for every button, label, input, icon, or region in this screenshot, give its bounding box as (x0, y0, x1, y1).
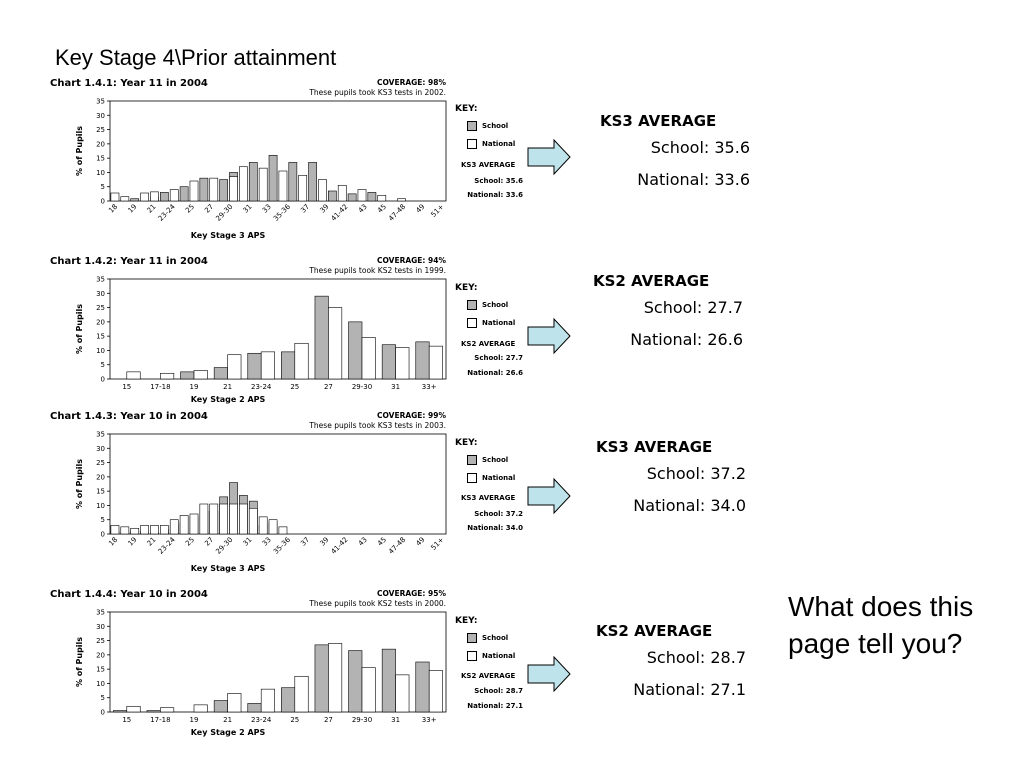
bar (239, 167, 247, 201)
bar (269, 520, 277, 534)
bar (113, 711, 126, 712)
y-tick-label: 20 (96, 473, 105, 482)
school-swatch (467, 121, 477, 131)
x-tick-label: 18 (107, 202, 120, 215)
key-school-entry (467, 121, 537, 133)
key-national-label: National (482, 652, 516, 660)
y-tick-label: 10 (96, 679, 105, 688)
key-school-prefix: School: (474, 177, 504, 185)
x-axis-label: Key Stage 2 APS (190, 728, 266, 737)
average-title: KS3 AVERAGE (600, 112, 717, 130)
bar (348, 194, 356, 201)
x-tick-label: 29-30 (351, 716, 373, 724)
coverage-label: COVERAGE: 94% (376, 256, 446, 265)
y-tick-label: 5 (100, 516, 105, 525)
y-tick-label: 30 (96, 289, 105, 298)
bar (328, 643, 341, 712)
bar (170, 190, 178, 201)
y-tick-label: 25 (96, 637, 105, 646)
key-school-prefix: School: (474, 510, 504, 518)
average-school (647, 464, 746, 483)
bar (358, 190, 366, 201)
bar (338, 185, 346, 201)
chart-key (455, 438, 535, 548)
key-national-average (467, 702, 523, 710)
x-tick-label: 25 (184, 202, 197, 215)
key-title: KEY: (455, 616, 478, 626)
average-school-value: 35.6 (714, 138, 750, 157)
key-average-title: KS2 AVERAGE (461, 340, 516, 348)
bar (328, 191, 336, 201)
bar-chart (50, 96, 450, 246)
x-tick-label: 47-48 (387, 535, 408, 556)
average-school-value: 37.2 (710, 464, 746, 483)
x-tick-label: 49 (414, 535, 427, 548)
average-national (633, 680, 746, 699)
bar-chart (50, 429, 450, 579)
x-tick-label: 21 (145, 535, 158, 548)
x-tick-label: 23-24 (156, 202, 177, 223)
national-swatch (467, 473, 477, 483)
key-school-value: 37.2 (505, 510, 523, 518)
average-school-prefix: School: (643, 298, 703, 317)
average-title: KS2 AVERAGE (593, 272, 710, 290)
bar (261, 689, 274, 712)
y-tick-label: 15 (96, 487, 105, 496)
bar (248, 353, 261, 379)
bar (194, 705, 207, 712)
chart-title: Chart 1.4.4: Year 10 in 2004 (50, 589, 208, 600)
bar (328, 308, 341, 379)
x-tick-label: 29-30 (214, 202, 235, 223)
average-national-prefix: National: (637, 170, 710, 189)
x-axis-label: Key Stage 3 APS (190, 564, 266, 573)
x-tick-label: 25 (184, 535, 197, 548)
x-tick-label: 27 (323, 716, 333, 724)
x-tick-label: 17-18 (150, 716, 171, 724)
x-tick-label: 23-24 (251, 716, 272, 724)
bar (160, 525, 168, 534)
bar (259, 517, 267, 534)
key-school-label: School (482, 122, 509, 130)
y-tick-label: 5 (100, 694, 105, 703)
average-title: KS2 AVERAGE (596, 622, 713, 640)
bar (228, 693, 241, 712)
x-tick-label: 17-18 (150, 383, 171, 391)
average-school-prefix: School: (646, 648, 706, 667)
average-school-value: 28.7 (710, 648, 746, 667)
right-arrow-icon (527, 318, 571, 354)
bar (315, 645, 328, 712)
x-tick-label: 43 (356, 535, 369, 548)
bar (281, 352, 294, 379)
bar (121, 527, 129, 534)
bar (141, 525, 149, 534)
key-school-value: 27.7 (505, 354, 523, 362)
bar (228, 355, 241, 379)
key-school-average (474, 687, 523, 695)
key-national-prefix: National: (467, 524, 504, 532)
bar (214, 368, 227, 379)
x-tick-label: 31 (391, 383, 401, 391)
y-tick-label: 35 (96, 608, 105, 617)
x-tick-label: 31 (391, 716, 401, 724)
key-school-entry (467, 455, 537, 467)
key-national-average (467, 524, 523, 532)
key-national-value: 34.0 (505, 524, 523, 532)
key-title: KEY: (455, 283, 478, 293)
key-national-label: National (482, 140, 516, 148)
key-school-value: 35.6 (505, 177, 523, 185)
bar (318, 180, 326, 201)
bar (181, 372, 194, 379)
bar (248, 703, 261, 712)
key-school-average (474, 510, 523, 518)
average-national-value: 34.0 (710, 496, 746, 515)
national-swatch (467, 139, 477, 149)
average-national-prefix: National: (633, 680, 706, 699)
bar (220, 504, 228, 534)
coverage-label: COVERAGE: 98% (376, 78, 446, 87)
average-school (647, 648, 746, 667)
bar (429, 671, 442, 712)
average-national-value: 27.1 (710, 680, 746, 699)
key-national-value: 27.1 (505, 702, 523, 710)
right-arrow-icon (527, 139, 571, 175)
key-national-label: National (482, 474, 516, 482)
bar (362, 338, 375, 379)
y-axis-label: % of Pupils (75, 303, 84, 355)
bar (416, 342, 429, 379)
bar (249, 162, 257, 201)
x-tick-label: 19 (126, 202, 139, 215)
school-swatch (467, 455, 477, 465)
bar (378, 195, 386, 201)
key-school-label: School (482, 634, 509, 642)
y-tick-label: 15 (96, 154, 105, 163)
bar (295, 676, 308, 712)
x-tick-label: 27 (323, 383, 333, 391)
y-tick-label: 30 (96, 444, 105, 453)
bar (210, 504, 218, 534)
y-tick-label: 35 (96, 430, 105, 439)
bar (259, 168, 267, 201)
x-tick-label: 39 (318, 535, 331, 548)
average-school-prefix: School: (650, 138, 710, 157)
x-tick-label: 25 (290, 383, 300, 391)
x-tick-label: 15 (122, 716, 132, 724)
bar (289, 162, 297, 201)
discussion-question: What does this page tell you? (788, 591, 974, 659)
x-axis-label: Key Stage 3 APS (190, 231, 266, 240)
bar (150, 192, 158, 201)
y-tick-label: 10 (96, 168, 105, 177)
y-tick-label: 25 (96, 459, 105, 468)
bar (315, 296, 328, 379)
x-tick-label: 21 (223, 383, 233, 391)
bar (281, 688, 294, 712)
bar (131, 528, 139, 534)
average-school-prefix: School: (646, 464, 706, 483)
x-tick-label: 23-24 (251, 383, 272, 391)
bar (111, 525, 119, 534)
coverage-label: COVERAGE: 99% (376, 411, 446, 420)
x-tick-label: 23-24 (156, 535, 177, 556)
y-tick-label: 30 (96, 111, 105, 120)
y-tick-label: 25 (96, 304, 105, 313)
x-tick-label: 35-36 (271, 535, 293, 556)
y-tick-label: 5 (100, 183, 105, 192)
chart-note: These pupils took KS2 tests in 2000. (309, 599, 446, 608)
bar (141, 193, 149, 201)
x-tick-label: 19 (189, 383, 199, 391)
x-tick-label: 43 (356, 202, 369, 215)
bar (279, 527, 287, 534)
bar (279, 171, 287, 201)
bar (249, 508, 257, 534)
national-swatch (467, 651, 477, 661)
bar (349, 651, 362, 712)
x-tick-label: 31 (241, 202, 254, 215)
bar (111, 193, 119, 201)
coverage-label: COVERAGE: 95% (376, 589, 446, 598)
x-tick-label: 33 (260, 535, 273, 548)
chart-note: These pupils took KS3 tests in 2003. (309, 421, 446, 430)
x-tick-label: 21 (145, 202, 158, 215)
key-title: KEY: (455, 438, 478, 448)
y-tick-label: 30 (96, 622, 105, 631)
bar (349, 322, 362, 379)
average-national (633, 496, 746, 515)
average-school (651, 138, 750, 157)
bar (160, 708, 173, 712)
key-school-value: 28.7 (505, 687, 523, 695)
y-tick-label: 20 (96, 318, 105, 327)
y-axis-label: % of Pupils (75, 636, 84, 688)
average-summary (600, 112, 750, 204)
key-school-prefix: School: (474, 354, 504, 362)
average-school (644, 298, 743, 317)
chart-key (455, 283, 535, 393)
bar (382, 345, 395, 379)
key-national-prefix: National: (467, 702, 504, 710)
x-tick-label: 27 (203, 535, 216, 548)
bar (194, 370, 207, 379)
bar (200, 504, 208, 534)
bar-chart (50, 274, 450, 424)
average-national-value: 33.6 (714, 170, 750, 189)
bar (190, 514, 198, 534)
x-tick-label: 19 (126, 535, 139, 548)
average-national-prefix: National: (633, 496, 706, 515)
bar (269, 155, 277, 201)
bar (261, 352, 274, 379)
bar (229, 504, 237, 534)
chart-key (455, 104, 535, 214)
average-national (637, 170, 750, 189)
bar (416, 662, 429, 712)
x-tick-label: 31 (241, 535, 254, 548)
y-tick-label: 35 (96, 97, 105, 106)
y-tick-label: 20 (96, 651, 105, 660)
key-school-entry (467, 633, 537, 645)
bar (397, 199, 405, 201)
key-national-value: 33.6 (505, 191, 523, 199)
bar (121, 197, 129, 201)
right-arrow-icon (527, 478, 571, 514)
key-school-prefix: School: (474, 687, 504, 695)
right-arrow-icon (527, 656, 571, 692)
x-axis-label: Key Stage 2 APS (190, 395, 266, 404)
bar (147, 711, 160, 712)
chart-key (455, 616, 535, 726)
bar (239, 504, 247, 534)
x-tick-label: 33 (260, 202, 273, 215)
bar (362, 668, 375, 712)
bar-chart (50, 607, 450, 757)
y-tick-label: 0 (100, 197, 105, 206)
key-national-prefix: National: (467, 191, 504, 199)
key-national-prefix: National: (467, 369, 504, 377)
average-national (630, 330, 743, 349)
y-axis-label: % of Pupils (75, 125, 84, 177)
bar (210, 178, 218, 201)
x-tick-label: 19 (189, 716, 199, 724)
bar (368, 192, 376, 201)
chart-title: Chart 1.4.1: Year 11 in 2004 (50, 78, 208, 89)
x-tick-label: 29-30 (351, 383, 373, 391)
y-tick-label: 25 (96, 126, 105, 135)
x-tick-label: 49 (414, 202, 427, 215)
bar (160, 192, 168, 201)
key-national-value: 26.6 (505, 369, 523, 377)
average-school-value: 27.7 (707, 298, 743, 317)
x-tick-label: 29-30 (214, 535, 235, 556)
bar (295, 343, 308, 379)
y-axis-label: % of Pupils (75, 458, 84, 510)
bar (131, 199, 139, 201)
key-title: KEY: (455, 104, 478, 114)
y-tick-label: 10 (96, 501, 105, 510)
key-school-average (474, 354, 523, 362)
y-tick-label: 15 (96, 665, 105, 674)
average-title: KS3 AVERAGE (596, 438, 713, 456)
key-average-title: KS3 AVERAGE (461, 494, 516, 502)
bar (200, 178, 208, 201)
chart-title: Chart 1.4.3: Year 10 in 2004 (50, 411, 208, 422)
x-tick-label: 45 (376, 202, 389, 215)
key-school-average (474, 177, 523, 185)
key-school-label: School (482, 456, 509, 464)
bar (127, 706, 140, 712)
school-swatch (467, 633, 477, 643)
x-tick-label: 25 (290, 716, 300, 724)
x-tick-label: 51+ (429, 535, 446, 552)
average-national-value: 26.6 (707, 330, 743, 349)
x-tick-label: 41-42 (329, 202, 350, 223)
bar (160, 373, 173, 379)
chart-title: Chart 1.4.2: Year 11 in 2004 (50, 256, 208, 267)
x-tick-label: 35-36 (271, 202, 293, 223)
key-national-label: National (482, 319, 516, 327)
bar (220, 180, 228, 201)
x-tick-label: 37 (299, 535, 312, 548)
x-tick-label: 51+ (429, 202, 446, 219)
y-tick-label: 5 (100, 361, 105, 370)
x-tick-label: 21 (223, 716, 233, 724)
bar (382, 649, 395, 712)
y-tick-label: 10 (96, 346, 105, 355)
average-summary (593, 272, 743, 364)
bar (309, 162, 317, 201)
key-average-title: KS2 AVERAGE (461, 672, 516, 680)
bar (299, 175, 307, 201)
x-tick-label: 39 (318, 202, 331, 215)
y-tick-label: 0 (100, 530, 105, 539)
bar (190, 181, 198, 201)
x-tick-label: 37 (299, 202, 312, 215)
key-school-label: School (482, 301, 509, 309)
key-national-average (467, 369, 523, 377)
chart-note: These pupils took KS2 tests in 1999. (309, 266, 446, 275)
bar (180, 515, 188, 534)
x-tick-label: 33+ (421, 716, 437, 724)
key-school-entry (467, 300, 537, 312)
x-tick-label: 15 (122, 383, 132, 391)
bar (396, 348, 409, 379)
x-tick-label: 47-48 (387, 202, 408, 223)
bar (429, 346, 442, 379)
bar (150, 525, 158, 534)
bar (229, 177, 237, 201)
x-tick-label: 41-42 (329, 535, 350, 556)
average-summary (596, 622, 746, 714)
x-tick-label: 45 (376, 535, 389, 548)
bar (396, 675, 409, 712)
chart-note: These pupils took KS3 tests in 2002. (309, 88, 446, 97)
y-tick-label: 15 (96, 332, 105, 341)
national-swatch (467, 318, 477, 328)
bar (127, 372, 140, 379)
key-national-average (467, 191, 523, 199)
plot-frame (110, 101, 446, 201)
school-swatch (467, 300, 477, 310)
bar (170, 520, 178, 534)
x-tick-label: 33+ (421, 383, 437, 391)
y-tick-label: 0 (100, 708, 105, 717)
slide-title: Key Stage 4\Prior attainment (55, 45, 337, 70)
x-tick-label: 27 (203, 202, 216, 215)
y-tick-label: 0 (100, 375, 105, 384)
average-national-prefix: National: (630, 330, 703, 349)
y-tick-label: 20 (96, 140, 105, 149)
key-average-title: KS3 AVERAGE (461, 161, 516, 169)
plot-frame (110, 434, 446, 534)
average-summary (596, 438, 746, 530)
bar (180, 187, 188, 201)
x-tick-label: 18 (107, 535, 120, 548)
bar (214, 701, 227, 712)
y-tick-label: 35 (96, 275, 105, 284)
